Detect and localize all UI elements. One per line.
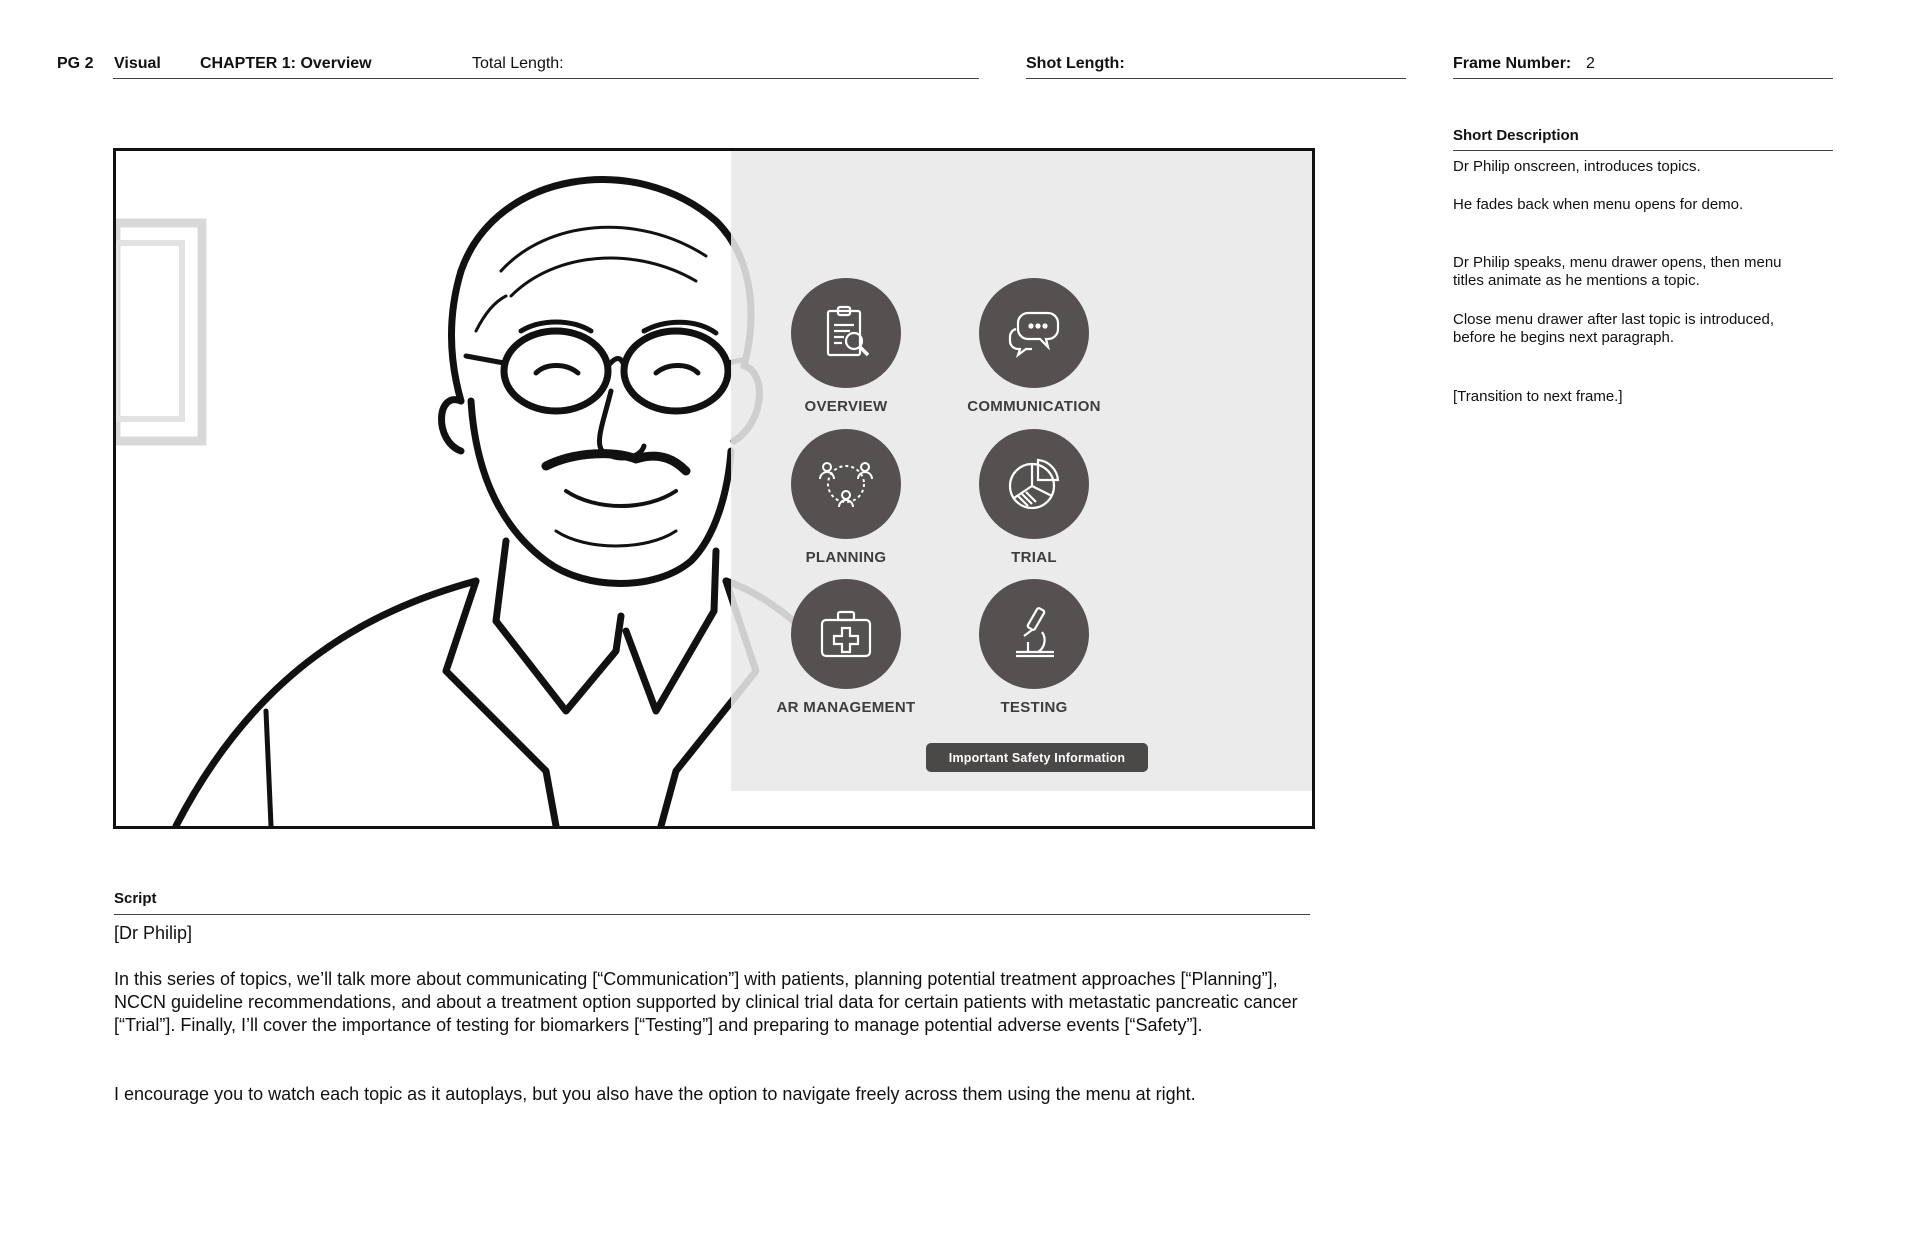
description-line-4: Close menu drawer after last topic is introduced, before he begins next paragraph. [1453, 311, 1774, 346]
header-rule-left [113, 78, 979, 79]
menu-item-trial[interactable] [944, 429, 1124, 566]
menu-item-planning-circle [791, 429, 901, 539]
header-rule-mid [1026, 78, 1406, 79]
page-number: PG 2 [57, 55, 94, 72]
menu-item-testing-circle [979, 579, 1089, 689]
menu-item-overview[interactable] [756, 278, 936, 415]
clipboard-search-icon [814, 301, 878, 365]
menu-item-communication-circle [979, 278, 1089, 388]
chapter-title: CHAPTER 1: Overview [200, 55, 372, 72]
script-rule [114, 914, 1310, 915]
frame-number-value: 2 [1586, 55, 1595, 72]
menu-item-communication[interactable] [944, 278, 1124, 415]
script-title: Script [114, 890, 157, 907]
script-speaker: [Dr Philip] [114, 923, 193, 943]
short-description-rule [1453, 150, 1833, 151]
microscope-icon [1002, 602, 1066, 666]
important-safety-information-button[interactable]: Important Safety Information [926, 743, 1148, 772]
medical-kit-icon [814, 602, 878, 666]
menu-item-overview-circle [791, 278, 901, 388]
menu-item-testing[interactable] [944, 579, 1124, 716]
menu-item-ar-management[interactable] [756, 579, 936, 716]
menu-item-ar-management-label: AR MANAGEMENT [776, 699, 916, 716]
script-paragraph-1: In this series of topics, we’ll talk more about communicating [“Communication”] with patients, planning potential treatment approaches [“Planning”], NCCN guideline recommendations, and about a treatment option supported by clinical trial data for certain patients with metastatic pancreatic cancer [“Trial”]. Finally, I’ll cover the importance of testing for biomarkers [“Testing”] and preparing to manage potential adverse events [“Safety”]. [114, 969, 1298, 1035]
total-length-label: Total Length: [472, 55, 564, 72]
menu-item-planning[interactable] [756, 429, 936, 566]
people-network-icon [813, 451, 879, 517]
header-rule-right [1453, 78, 1833, 79]
short-description-title: Short Description [1453, 127, 1579, 144]
menu-item-communication-label: COMMUNICATION [967, 398, 1101, 415]
chat-bubbles-icon [1002, 301, 1066, 365]
description-line-1: Dr Philip onscreen, introduces topics. [1453, 158, 1701, 175]
pie-chart-icon [1002, 452, 1066, 516]
menu-item-testing-label: TESTING [1000, 699, 1068, 716]
menu-item-ar-management-circle [791, 579, 901, 689]
description-line-3: Dr Philip speaks, menu drawer opens, then menu titles animate as he mentions a topic. [1453, 254, 1782, 289]
frame-number-label: Frame Number: [1453, 55, 1572, 72]
shot-length-label: Shot Length: [1026, 55, 1125, 72]
section-label: Visual [114, 55, 161, 72]
script-paragraph-2: I encourage you to watch each topic as it autoplays, but you also have the option to navigate freely across them using the menu at right. [114, 1084, 1196, 1104]
menu-item-trial-label: TRIAL [1011, 549, 1057, 566]
description-line-5: [Transition to next frame.] [1453, 388, 1623, 405]
menu-item-overview-label: OVERVIEW [804, 398, 888, 415]
description-line-2: He fades back when menu opens for demo. [1453, 196, 1744, 213]
storyboard-frame [113, 148, 1315, 829]
menu-item-trial-circle [979, 429, 1089, 539]
menu-item-planning-label: PLANNING [805, 549, 887, 566]
